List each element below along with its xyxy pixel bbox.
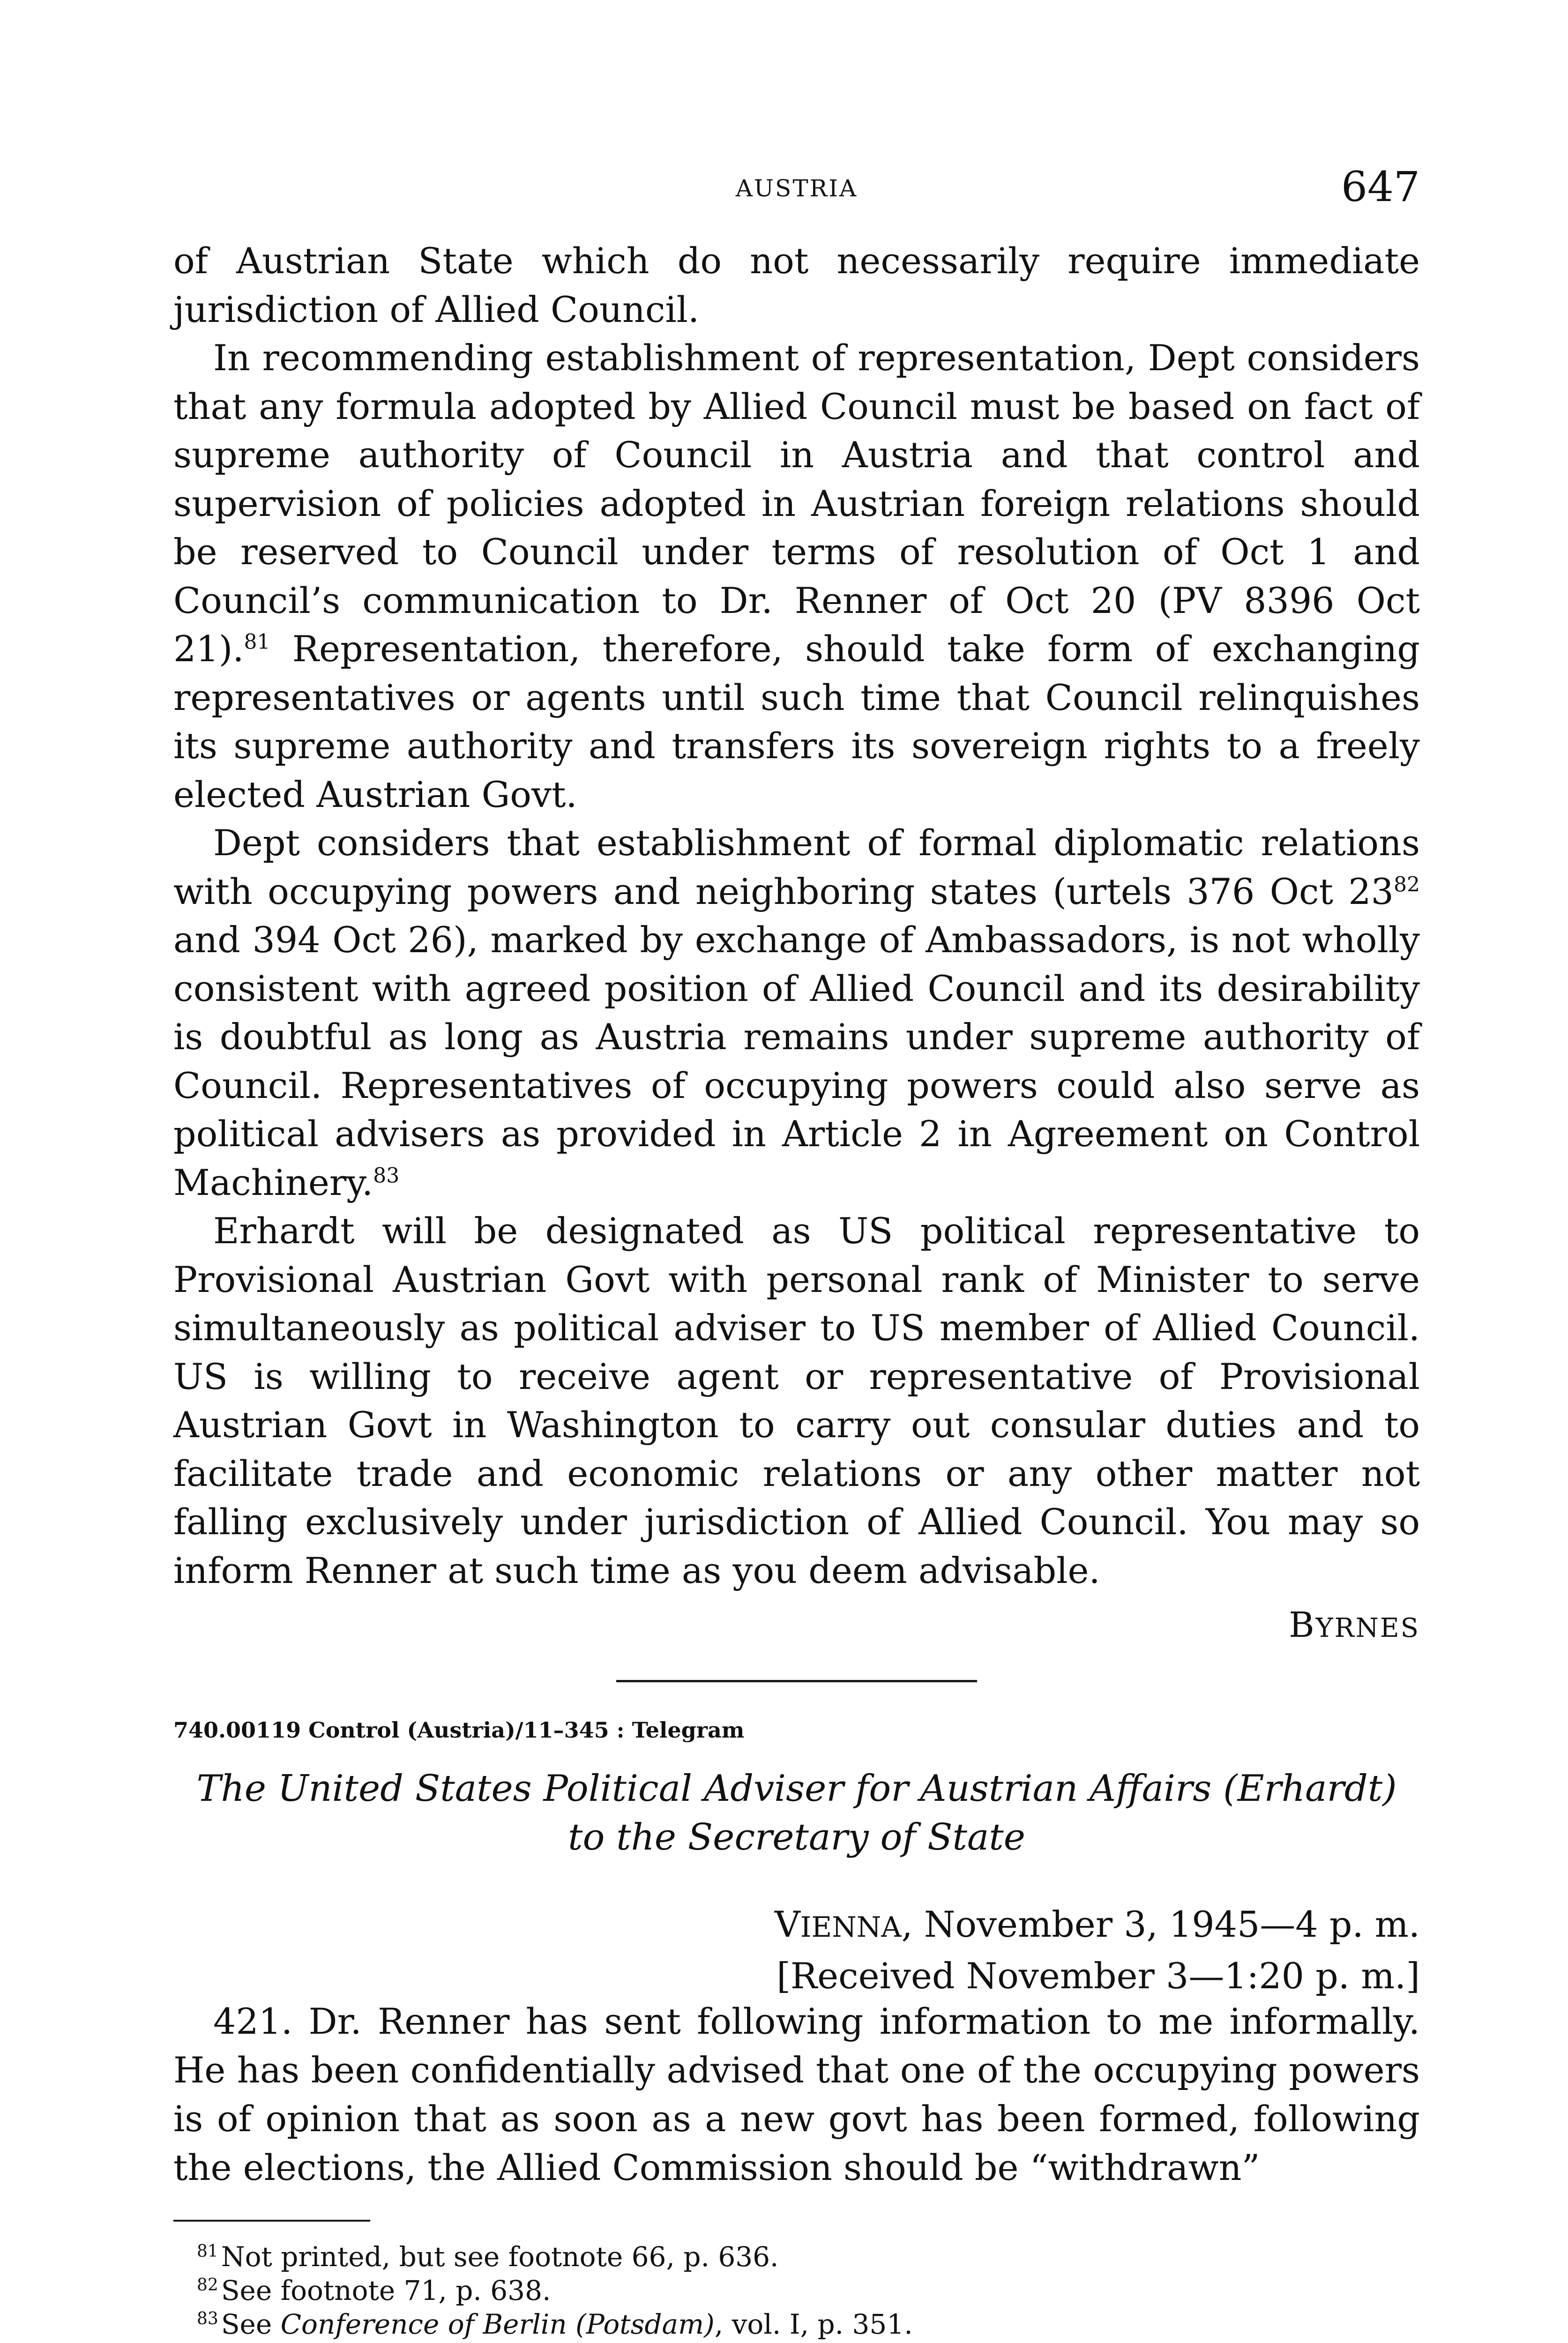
- footnote-ref-83: 83: [373, 1164, 400, 1188]
- footnote-83-number: 83: [197, 2309, 218, 2328]
- telegram-421-paragraph: 421. Dr. Renner has sent following information to me informally. He has been confidentially advised that one of the occupying powers is of opinion that as soon as a new govt has been formed, following the elections, the Allied Commission should be “withdrawn”: [173, 2000, 1420, 2188]
- date-sent: , November 3, 1945—4 p. m.: [901, 1903, 1420, 1945]
- signature-initial: B: [1289, 1605, 1316, 1645]
- section-divider: [616, 1680, 977, 1682]
- paragraph-4: [173, 1207, 1420, 1595]
- place-rest: IENNA: [800, 1911, 902, 1944]
- document-title: [173, 1764, 1420, 1862]
- footnote-81: [197, 2240, 1396, 2274]
- paragraph-3: [173, 819, 1420, 1207]
- footnote-divider: [173, 2220, 370, 2222]
- footnote-83-post: , vol. I, p. 351.: [714, 2308, 913, 2340]
- paragraph-2-text-a: In recommending establishment of representation, Dept considers that any formula adopted by Allied Council must be based on fact of supreme authority of Council in Austria and that control and supervision of policies adopted in Austrian foreign relations should be reserved to Council under terms of resolution of Oct 1 and Council’s communication to Dr. Renner of Oct 20 (PV 8396 Oct 21).: [173, 337, 1420, 670]
- signature: [173, 1605, 1420, 1645]
- footnotes: [197, 2240, 1396, 2341]
- file-reference: 740.00119 Control (Austria)/11–345 : Telegram: [173, 1717, 745, 1743]
- dateline-received: [Received November 3—1:20 p. m.]: [777, 1955, 1420, 1997]
- dateline: [173, 1900, 1420, 2000]
- footnote-ref-81: 81: [244, 630, 270, 654]
- footnote-82: [197, 2274, 1396, 2307]
- footnote-82-number: 82: [197, 2275, 218, 2295]
- footnote-81-text: Not printed, but see footnote 66, p. 636.: [221, 2241, 779, 2273]
- paragraph-2: [173, 334, 1420, 819]
- document-title-line-1: The United States Political Adviser for Austrian Affairs (Erhardt): [196, 1768, 1397, 1810]
- dateline-sent: [173, 1900, 1420, 1952]
- footnote-83-title: Conference of Berlin (Potsdam): [280, 2308, 715, 2340]
- page-header: [173, 163, 1420, 223]
- running-head: AUSTRIA: [735, 175, 858, 202]
- telegram-421-body: [173, 1997, 1420, 2192]
- place-initial: V: [774, 1903, 800, 1945]
- paragraph-4-text: Erhardt will be designated as US political representative to Provisional Austrian Govt with personal rank of Minister to serve simultaneously as political adviser to US member of Allied Council. US is willing to receive agent or representative of Provisional Austrian Govt in Washington to carry out consular duties and to facilitate trade and economic relations or any other matter not falling exclusively under jurisdiction of Allied Council. You may so inform Renner at such time as you deem advisable.: [173, 1210, 1420, 1591]
- footnote-82-text: See footnote 71, p. 638.: [221, 2275, 551, 2306]
- paragraph-1-text: of Austrian State which do not necessarily require immediate jurisdiction of Allied Council.: [173, 240, 1420, 330]
- footnote-81-number: 81: [197, 2241, 218, 2261]
- telegram-body: [173, 237, 1420, 1595]
- paragraph-1: [173, 237, 1420, 334]
- signature-rest: YRNES: [1315, 1613, 1420, 1643]
- footnote-83-pre: See: [221, 2308, 281, 2340]
- footnote-83: [197, 2307, 1396, 2341]
- paragraph-3-text-b: and 394 Oct 26), marked by exchange of Ambassadors, is not wholly consistent with agreed position of Allied Council and its desirability is doubtful as long as Austria remains under supreme authority of Council. Representatives of occupying powers could also serve as political advisers as provided in Article 2 in Agreement on Control Machinery.: [173, 919, 1420, 1203]
- page-number: 647: [1341, 163, 1420, 211]
- paragraph-3-text-a: Dept considers that establishment of formal diplomatic relations with occupying powers and neighboring states (urtels 376 Oct 23: [173, 822, 1420, 912]
- footnote-ref-82: 82: [1394, 873, 1420, 897]
- paragraph-2-text-b: Representation, therefore, should take form of exchanging representatives or agents until such time that Council relinquishes its supreme authority and transfers its sovereign rights to a freely elected Austrian Govt.: [173, 628, 1420, 815]
- document-title-line-2: to the Secretary of State: [568, 1816, 1025, 1858]
